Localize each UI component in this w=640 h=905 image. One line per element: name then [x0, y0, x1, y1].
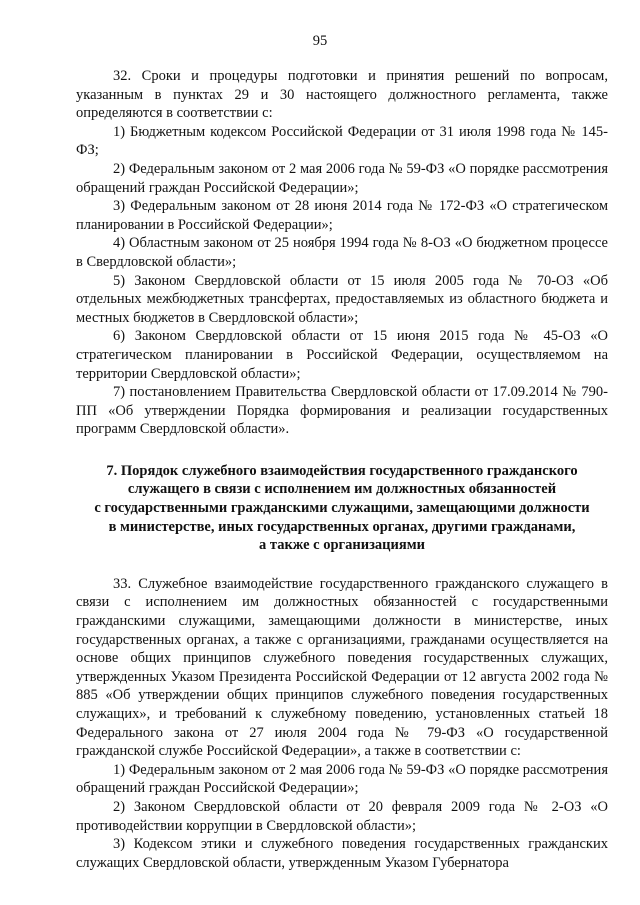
heading-line: 7. Порядок служебного взаимодействия государственного гражданского — [106, 462, 578, 479]
heading-line: а также с организациями — [259, 537, 425, 554]
section-33 — [76, 575, 608, 873]
section-32-intro: 32. Сроки и процедуры подготовки и принятия решений по вопросам, указанным в пунктах 29 и 30 настоящего должностного регламента, также определяются в соответствии с: — [76, 68, 608, 122]
section-33-item: 2) Законом Свердловской области от 20 февраля 2009 года № 2-ОЗ «О противодействии коррупции в Свердловской области»; — [76, 798, 608, 834]
section-32-item: 5) Законом Свердловской области от 15 июля 2005 года № 70-ОЗ «Об отдельных межбюджетных трансфертах, предоставляемых из областного бюджета и местных бюджетов в Свердловской области»; — [76, 272, 608, 326]
section-32 — [76, 67, 608, 439]
section-33-intro: 33. Служебное взаимодействие государственного гражданского служащего в связи с исполнением им должностных обязанностей с государственными гражданскими служащими, замещающими должности в министерстве, иных государственных органах, а также с организациями, гражданами осуществляется на основе общих принципов служебного поведения государственных служащих, утвержденных Указом Президента Российской Федерации от 12 августа 2002 года № 885 «Об утверждении общих принципов служебного поведения государственных служащих», и требований к служебному поведению, установленных статьей 18 Федерального закона от 27 июля 2004 года № 79-ФЗ «О государственной гражданской службе Российской Федерации», а также в соответствии с: — [76, 575, 608, 760]
section-33-item: 3) Кодексом этики и служебного поведения государственных гражданских служащих Свердловской области, утвержденным Указом Губернатора — [76, 836, 608, 871]
section-32-item: 7) постановлением Правительства Свердловской области от 17.09.2014 № 790-ПП «Об утверждении Порядка формирования и реализации государственных программ Свердловской области». — [76, 384, 608, 438]
section-32-item: 2) Федеральным законом от 2 мая 2006 года № 59-ФЗ «О порядке рассмотрения обращений граждан Российской Федерации»; — [76, 160, 608, 196]
heading-line: в министерстве, иных государственных органах, другими гражданами, — [108, 518, 576, 535]
section-33-item: 1) Федеральным законом от 2 мая 2006 года № 59-ФЗ «О порядке рассмотрения обращений граждан Российской Федерации»; — [76, 761, 608, 797]
heading-line: с государственными гражданскими служащими, замещающими должности — [94, 500, 590, 517]
section-32-item: 1) Бюджетным кодексом Российской Федерации от 31 июля 1998 года № 145-ФЗ; — [76, 123, 608, 159]
section-32-item: 6) Законом Свердловской области от 15 июня 2015 года № 45-ОЗ «О стратегическом планировании в Российской Федерации, осуществляемом на территории Свердловской области»; — [76, 328, 608, 382]
section-32-item: 3) Федеральным законом от 28 июня 2014 года № 172-ФЗ «О стратегическом планировании в Российской Федерации»; — [76, 198, 608, 233]
section-7-heading — [76, 462, 608, 555]
section-32-item: 4) Областным законом от 25 ноября 1994 года № 8-ОЗ «О бюджетном процессе в Свердловской области»; — [76, 235, 608, 270]
heading-line: служащего в связи с исполнением им должностных обязанностей — [127, 481, 557, 498]
page-number: 95 — [312, 33, 328, 49]
document-body — [76, 67, 608, 872]
